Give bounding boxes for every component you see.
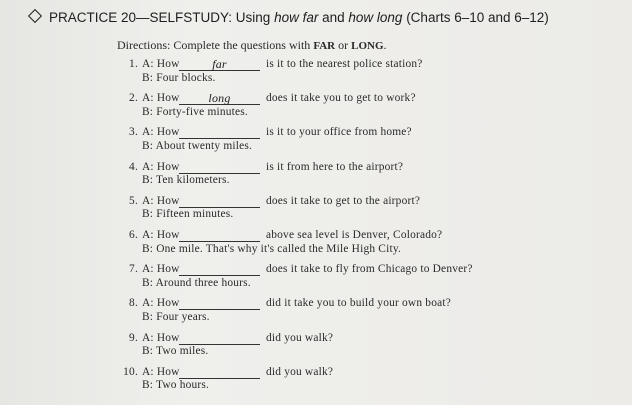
- answer-blank[interactable]: [179, 297, 260, 310]
- heading-charts: (Charts 6–10 and 6–12): [402, 10, 549, 25]
- question-prefix: A: How: [142, 297, 180, 310]
- answer-blank[interactable]: [179, 229, 260, 242]
- directions-or: or: [335, 38, 352, 52]
- item-number: 9.: [129, 331, 138, 344]
- response-text: B: Two hours.: [142, 379, 210, 392]
- question-text: did it take you to build your own boat?: [266, 297, 451, 310]
- item-number: 1.: [129, 58, 138, 70]
- question-prefix: A: How: [142, 228, 180, 241]
- exercise-item: [117, 366, 617, 400]
- heading-prefix: PRACTICE 20—SELFSTUDY: Using: [49, 10, 275, 25]
- directions: [117, 38, 387, 53]
- answer-blank[interactable]: [179, 161, 260, 174]
- item-number: 8.: [129, 297, 138, 310]
- question-line: [117, 263, 617, 277]
- response-text: B: Forty-five minutes.: [142, 105, 248, 118]
- exercise-item: [117, 229, 617, 263]
- question-prefix: A: How: [142, 365, 180, 378]
- answer-blank[interactable]: long: [179, 92, 260, 105]
- question-line: [117, 92, 617, 106]
- exercise-item: [117, 297, 617, 331]
- question-line: [117, 161, 617, 175]
- item-number: 5.: [129, 194, 138, 207]
- directions-long: LONG: [351, 40, 384, 52]
- heading-how-far: how far: [274, 10, 319, 25]
- question-prefix: A: How: [142, 58, 180, 70]
- answer-line: [117, 311, 617, 325]
- response-text: B: One mile. That's why it's called the Mile High City.: [142, 242, 402, 255]
- exercise-item: [117, 126, 617, 160]
- heading-and: and: [318, 10, 349, 25]
- item-number: 6.: [129, 228, 138, 241]
- question-prefix: A: How: [142, 263, 180, 276]
- item-number: 2.: [129, 92, 138, 105]
- answer-line: [117, 277, 617, 291]
- question-prefix: A: How: [142, 331, 180, 344]
- question-text: does it take you to get to work?: [266, 92, 416, 105]
- question-text: above sea level is Denver, Colorado?: [266, 228, 443, 241]
- answer-line: [117, 140, 617, 154]
- answer-blank[interactable]: [179, 366, 260, 379]
- exercise-item: [117, 58, 617, 92]
- question-text: is it from here to the airport?: [266, 160, 404, 173]
- exercise-item: [117, 92, 617, 126]
- response-text: B: Around three hours.: [142, 276, 251, 289]
- exercise-item: [117, 332, 617, 366]
- answer-line: [117, 174, 617, 188]
- exercise-item: [117, 161, 617, 195]
- question-text: is it to the nearest police station?: [266, 58, 423, 70]
- question-line: [117, 366, 617, 380]
- response-text: B: Four years.: [142, 310, 210, 323]
- answer-blank[interactable]: [179, 263, 260, 276]
- answer-line: [117, 72, 617, 86]
- question-prefix: A: How: [142, 92, 180, 105]
- answer-blank[interactable]: [179, 195, 260, 208]
- question-line: [117, 229, 617, 243]
- response-text: B: Four blocks.: [142, 71, 216, 84]
- heading-how-long: how long: [348, 10, 403, 25]
- item-number: 4.: [129, 160, 138, 173]
- question-line: [117, 297, 617, 311]
- question-line: [117, 58, 617, 72]
- directions-label: Directions: Complete the questions with: [117, 38, 314, 52]
- response-text: B: Ten kilometers.: [142, 174, 230, 187]
- answer-line: [117, 106, 617, 120]
- directions-end: .: [383, 38, 387, 52]
- question-text: does it take to fly from Chicago to Denver?: [266, 263, 473, 276]
- item-number: 7.: [129, 263, 138, 276]
- question-prefix: A: How: [142, 126, 180, 139]
- response-text: B: About twenty miles.: [142, 139, 253, 152]
- answer-blank[interactable]: [179, 332, 260, 345]
- question-text: is it to your office from home?: [266, 126, 412, 139]
- directions-far: FAR: [313, 40, 336, 52]
- question-line: [117, 195, 617, 209]
- item-number: 10.: [123, 365, 138, 378]
- response-text: B: Fifteen minutes.: [142, 208, 234, 221]
- diamond-icon: [28, 9, 42, 23]
- item-number: 3.: [129, 126, 138, 139]
- answer-line: [117, 243, 617, 257]
- answer-blank[interactable]: far: [179, 58, 260, 71]
- answer-blank[interactable]: [179, 126, 260, 139]
- answer-line: [117, 379, 617, 393]
- question-text: did you walk?: [266, 365, 334, 378]
- answer-line: [117, 208, 617, 222]
- question-line: [117, 126, 617, 140]
- question-line: [117, 332, 617, 346]
- response-text: B: Two miles.: [142, 345, 209, 358]
- question-prefix: A: How: [142, 194, 180, 207]
- answer-line: [117, 345, 617, 359]
- question-prefix: A: How: [142, 160, 180, 173]
- exercise-list: [117, 58, 617, 400]
- question-text: does it take to get to the airport?: [266, 194, 421, 207]
- exercise-item: [117, 263, 617, 297]
- practice-heading: [30, 10, 549, 25]
- exercise-item: [117, 195, 617, 229]
- question-text: did you walk?: [266, 331, 334, 344]
